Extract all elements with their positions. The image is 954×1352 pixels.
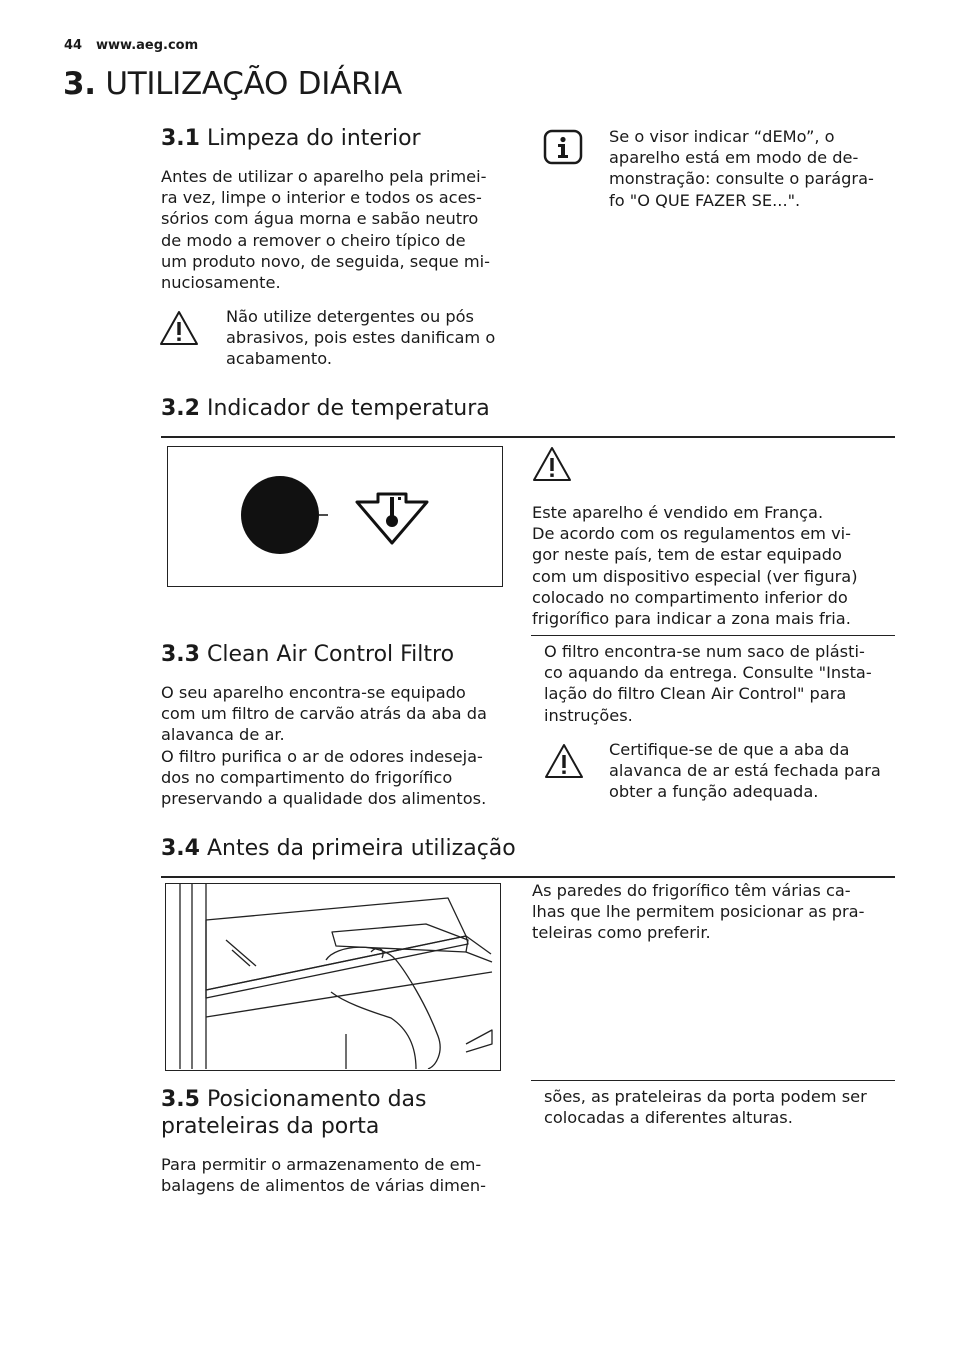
text-line: monstração: consulte o parágra- <box>609 169 874 189</box>
section-number: 3.2 <box>161 396 200 421</box>
text-line: teleiras como preferir. <box>532 923 711 943</box>
text-line: obter a função adequada. <box>609 782 819 802</box>
chapter-number: 3. <box>63 66 96 102</box>
text-line: De acordo com os regulamentos em vi- <box>532 524 852 544</box>
page-number: 44 <box>64 38 83 53</box>
text-line: preservando a qualidade dos alimentos. <box>161 789 487 809</box>
text-line: Certifique-se de que a aba da <box>609 740 850 759</box>
section-heading-3-1 <box>161 125 421 152</box>
section-divider <box>531 635 895 636</box>
warning-text-3-3 <box>609 739 881 803</box>
chapter-title-text: UTILIZAÇÃO DIÁRIA <box>105 66 402 102</box>
section-heading-line: prateleiras da porta <box>161 1114 380 1139</box>
text-line: alavanca de ar. <box>161 725 285 745</box>
text-line: Para permitir o armazenamento de em- <box>161 1155 482 1174</box>
section-number: 3.5 <box>161 1087 200 1112</box>
section-heading-line <box>161 1086 427 1113</box>
warning-icon <box>158 309 200 347</box>
text-line: com um filtro de carvão atrás da aba da <box>161 704 487 724</box>
text-line: O seu aparelho encontra-se equipado <box>161 683 466 702</box>
text-line: colocado no compartimento inferior do <box>532 587 848 607</box>
text-line: de modo a remover o cheiro típico de <box>161 230 466 250</box>
text-line: sórios com água morna e sabão neutro <box>161 209 479 229</box>
text-line: nuciosamente. <box>161 273 281 293</box>
text-line: lação do filtro Clean Air Control" para <box>544 684 847 704</box>
fridge-shelf-illustration <box>165 883 501 1071</box>
text-line: sões, as prateleiras da porta podem ser <box>544 1087 867 1106</box>
text-line: um produto novo, de seguida, seque mi- <box>161 251 490 271</box>
temperature-indicator-icon <box>354 488 430 546</box>
warning-icon <box>543 742 585 780</box>
info-icon <box>543 129 583 165</box>
text-line: alavanca de ar está fechada para <box>609 761 881 781</box>
section-title: Indicador de temperatura <box>206 396 490 421</box>
section-3-5-right-text <box>544 1086 867 1128</box>
section-divider <box>531 1080 895 1081</box>
section-title: Clean Air Control Filtro <box>206 642 455 667</box>
section-divider <box>161 876 895 878</box>
text-line: Antes de utilizar o aparelho pela primei- <box>161 167 487 186</box>
text-line: aparelho está em modo de de- <box>609 148 859 168</box>
section-number: 3.4 <box>161 836 200 861</box>
section-heading-3-3 <box>161 641 454 668</box>
text-line: As paredes do frigorífico têm várias ca- <box>532 881 851 900</box>
info-note-text <box>609 126 874 211</box>
text-line: fo "O QUE FAZER SE...". <box>609 190 801 210</box>
section-number: 3.3 <box>161 642 200 667</box>
section-number: 3.1 <box>161 126 200 151</box>
warning-text-3-1 <box>226 306 495 370</box>
section-heading-3-2 <box>161 395 490 422</box>
section-3-4-body <box>532 880 864 944</box>
section-divider <box>161 436 895 438</box>
section-title: Posicionamento das <box>206 1087 427 1112</box>
text-line: Se o visor indicar “dEMo”, o <box>609 127 835 146</box>
section-3-1-body <box>161 166 490 293</box>
text-line: Este aparelho é vendido em França. <box>532 503 824 522</box>
section-heading-3-5 <box>161 1086 427 1140</box>
text-line: acabamento. <box>226 349 333 369</box>
text-line: dos no compartimento do frigorífico <box>161 767 453 787</box>
website-url[interactable]: www.aeg.com <box>96 38 199 53</box>
text-line: balagens de alimentos de várias dimen- <box>161 1176 486 1196</box>
section-3-3-body <box>161 682 487 809</box>
text-line: colocadas a diferentes alturas. <box>544 1108 793 1128</box>
text-line: lhas que lhe permitem posicionar as pra- <box>532 902 865 922</box>
text-line: O filtro encontra-se num saco de plásti- <box>544 642 865 661</box>
text-line: com um dispositivo especial (ver figura) <box>532 566 858 586</box>
text-line: Não utilize detergentes ou pós <box>226 307 474 326</box>
text-line: instruções. <box>544 705 633 725</box>
section-title: Limpeza do interior <box>206 126 421 151</box>
chapter-title <box>63 66 402 102</box>
section-heading-3-4 <box>161 835 516 862</box>
text-line: co aquando da entrega. Consulte "Insta- <box>544 663 872 683</box>
text-line: O filtro purifica o ar de odores indeseja- <box>161 746 483 766</box>
temperature-indicator-figure <box>167 446 503 587</box>
text-line: ra vez, limpe o interior e todos os aces- <box>161 188 482 208</box>
section-3-5-body <box>161 1154 486 1196</box>
text-line: abrasivos, pois estes danificam o <box>226 328 496 348</box>
warning-icon <box>531 445 573 483</box>
text-line: gor neste país, tem de estar equipado <box>532 545 842 565</box>
text-line: frigorífico para indicar a zona mais fria. <box>532 609 851 629</box>
section-3-3-right-text <box>544 641 872 726</box>
section-3-2-body <box>532 502 858 629</box>
section-title: Antes da primeira utilização <box>206 836 516 861</box>
